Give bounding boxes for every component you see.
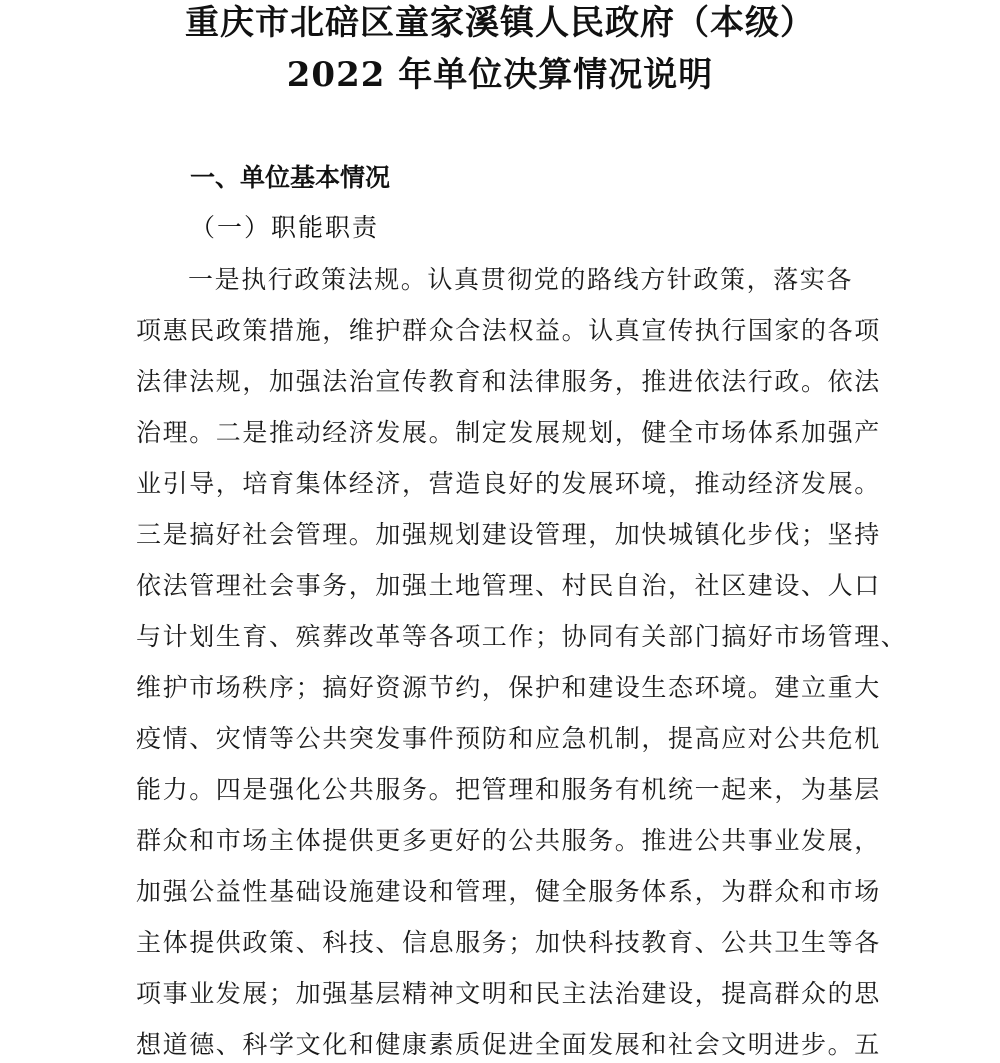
body-text-line: 治理。二是推动经济发展。制定发展规划，健全市场体系加强产 [136, 418, 881, 447]
body-text-line: 项惠民政策措施，维护群众合法权益。认真宣传执行国家的各项 [136, 316, 881, 345]
section-heading-basic-info: 一、单位基本情况 [190, 163, 391, 192]
body-text-line: 想道德、科学文化和健康素质促进全面发展和社会文明进步。五 [136, 1030, 881, 1059]
document-title-line-2: 2022 年单位决算情况说明 [286, 55, 714, 95]
body-text-line: 主体提供政策、科技、信息服务；加快科技教育、公共卫生等各 [136, 928, 881, 957]
body-text-line: 三是搞好社会管理。加强规划建设管理，加快城镇化步伐；坚持 [136, 520, 881, 549]
body-text-line: 依法管理社会事务，加强土地管理、村民自治，社区建设、人口 [136, 571, 881, 600]
body-text-line: 加强公益性基础设施建设和管理，健全服务体系，为群众和市场 [136, 877, 881, 906]
body-text-line: 维护市场秩序；搞好资源节约，保护和建设生态环境。建立重大 [136, 673, 881, 702]
subsection-heading-functions: （一）职能职责 [190, 213, 380, 242]
body-text-line: 疫情、灾情等公共突发事件预防和应急机制，提高应对公共危机 [136, 724, 881, 753]
body-text-line: 法律法规，加强法治宣传教育和法律服务，推进依法行政。依法 [136, 367, 881, 396]
body-text-line: 与计划生育、殡葬改革等各项工作；协同有关部门搞好市场管理、 [136, 622, 908, 651]
document-title-line-1: 重庆市北碚区童家溪镇人民政府（本级） [185, 3, 815, 43]
body-text-line: 业引导，培育集体经济，营造良好的发展环境，推动经济发展。 [136, 469, 881, 498]
body-text-line: 项事业发展；加强基层精神文明和民主法治建设，提高群众的思 [136, 979, 881, 1008]
body-text-line: 群众和市场主体提供更多更好的公共服务。推进公共事业发展， [136, 826, 881, 855]
body-text-line: 一是执行政策法规。认真贯彻党的路线方针政策，落实各 [188, 265, 854, 294]
body-text-line: 能力。四是强化公共服务。把管理和服务有机统一起来，为基层 [136, 775, 881, 804]
